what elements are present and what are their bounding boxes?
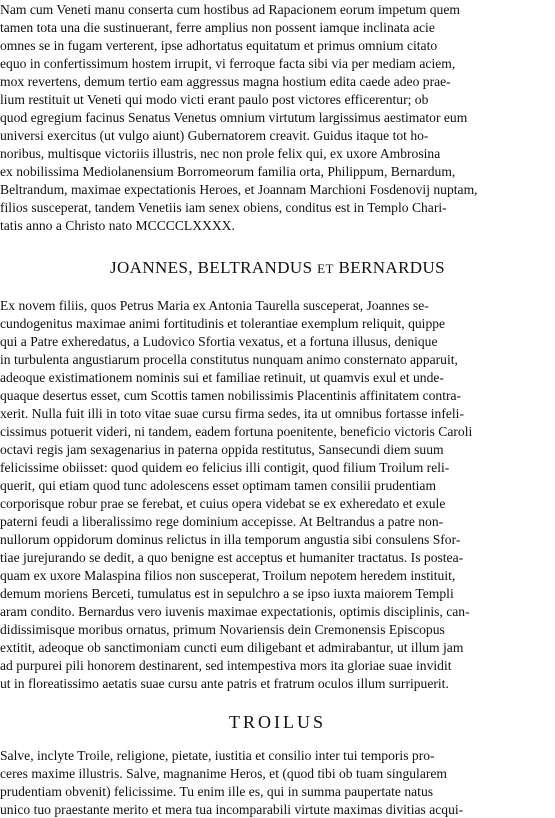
body-text-line: in turbulenta angustiarum procella constitutus nunquam animo consternato apparuit,: [0, 352, 458, 367]
body-text-line: querit, qui etiam quod tunc adolescens esset optimam tamen consilii prudentiam: [0, 478, 437, 493]
body-text-line: prudentiam obvenit) felicissime. Tu enim ille es, qui in summa paupertate natus: [0, 784, 434, 799]
body-text-line: tiae jurejurando se dedit, a quo benigne est acceptus et humaniter tractatus. Is postea-: [0, 550, 464, 565]
body-text-line: universi exercitus (ut vulgo aiunt) Gubernatorem creavit. Guidus itaque tot ho-: [0, 128, 429, 143]
body-text-line: felicissime obiisset: quod quidem eo felicius illi contigit, quod filium Troilum reli-: [0, 460, 450, 475]
body-text-line: lium restituit ut Veneti qui modo victi erant paulo post victores efficerentur; ob: [0, 92, 429, 107]
body-text-line: adeoque existimationem nominis sui et familiae retinuit, ut quamvis exul et unde-: [0, 370, 444, 385]
body-text-line: unico tuo praestante merito et mera tua incomparabili virtute maximas divitias acqui-: [0, 802, 464, 817]
body-text-line: paterni feudi a liberalissimo rege dominium accepisse. At Beltrandus a patre non-: [0, 514, 444, 529]
body-text-line: filios susceperat, tandem Venetiis iam senex obiens, conditus est in Templo Chari-: [0, 200, 447, 215]
body-text-line: aram condito. Bernardus vero iuvenis maximae expectationis, optimis disciplinis, can-: [0, 604, 470, 619]
body-text-line: noribus, multisque victoriis illustris, nec non prole felix qui, ex uxore Ambrosina: [0, 146, 441, 161]
heading-text: JOANNES, BELTRANDUS: [109, 258, 313, 277]
body-text-line: ad purpurei pili honorem destinarent, sed intempestiva mors ita gloriae suae invidit: [0, 658, 452, 673]
body-text-line: extitit, adeoque ob sanctimoniam cuncti eum diligebant et admirabantur, ut illum jam: [0, 640, 464, 655]
body-text-line: tatis anno a Christo nato MCCCCLXXXX.: [0, 218, 235, 233]
body-text-line: mox revertens, demum tertio eam aggressus magna hostium edita caede adeo prae-: [0, 74, 451, 89]
body-text-line: ex nobilissima Mediolanensium Borromeorum familia orta, Philippum, Bernardum,: [0, 164, 456, 179]
body-text-line: ut in floreatissimo aetatis suae cursu ante patris et fratrum oculos illum surripuerit.: [0, 676, 449, 691]
body-text-line: omnes se in fugam verterent, ipse adhortatus equitatum et primus omnium citato: [0, 38, 438, 53]
body-text-line: quam ex uxore Malaspina filios non susceperat, Troilum nepotem heredem instituit,: [0, 568, 456, 583]
body-text-line: equo in confertissimum hostem irrupit, vi ferroque facta sibi via per mediam aciem,: [0, 56, 456, 71]
heading-text: TROILUS: [229, 712, 326, 732]
body-text-line: corporisque robur prae se ferebat, et cuius opera videbat se ex exheredato et exule: [0, 496, 446, 511]
body-text-line: demum moriens Berceti, tumulatus est in sepulchro a se ipso iuxta maiorem Templi: [0, 586, 454, 601]
body-text-line: cundogenitus maximae animi fortitudinis et tolerantiae exemplum reliquit, quippe: [0, 316, 446, 331]
body-text-line: ceres maxime illustris. Salve, magnanime Heros, et (quod tibi ob tuam singularem: [0, 766, 447, 781]
body-text-line: Ex novem filiis, quos Petrus Maria ex Antonia Taurella susceperat, Joannes se-: [0, 298, 429, 313]
body-text-line: cissimus potuerit videri, ni tandem, eadem fortuna poenitente, beneficio victoris Caroli: [0, 424, 473, 439]
body-text-line: Beltrandum, maximae expectationis Heroes, et Joannam Marchioni Fosdenovij nuptam,: [0, 182, 478, 197]
body-text-line: quod egregium facinus Senatus Venetus omnium virtutum largissimus aestimator eum: [0, 110, 468, 125]
heading-text: BERNARDUS: [338, 258, 446, 277]
body-text-line: tamen tota una die sustinuerant, ferre amplius non possent iamque inclinata acie: [0, 20, 435, 35]
body-text-line: didissimisque moribus ornatus, primum Novariensis dein Cremonensis Episcopus: [0, 622, 445, 637]
body-text-line: xerit. Nulla fuit illi in toto vitae suae cursu firma sedes, ita ut omnibus fortasse infeli-: [0, 406, 464, 421]
body-text-line: qui a Patre exheredatus, a Ludovico Sfortia vexatus, et a fortuna illusus, denique: [0, 334, 438, 349]
section-heading: [0, 712, 555, 733]
body-text-line: Nam cum Veneti manu conserta cum hostibus ad Rapacionem eorum impetum quem: [0, 2, 460, 17]
section-heading: [0, 258, 555, 278]
body-text-line: nullorum oppidorum dominus relictus in illa temporum angustia sibi consulens Sfor-: [0, 532, 461, 547]
heading-conjunction: ET: [317, 261, 334, 276]
body-text-line: octavi regis jam sexagenarius in paterna oppida restitutus, Sansecundi diem suum: [0, 442, 444, 457]
body-text-line: Salve, inclyte Troile, religione, pietate, iustitia et consilio inter tui temporis pro-: [0, 748, 435, 763]
body-text-line: quaque desertus esset, cum Scottis tamen nobilissimis Placentinis affinitatem contra-: [0, 388, 462, 403]
